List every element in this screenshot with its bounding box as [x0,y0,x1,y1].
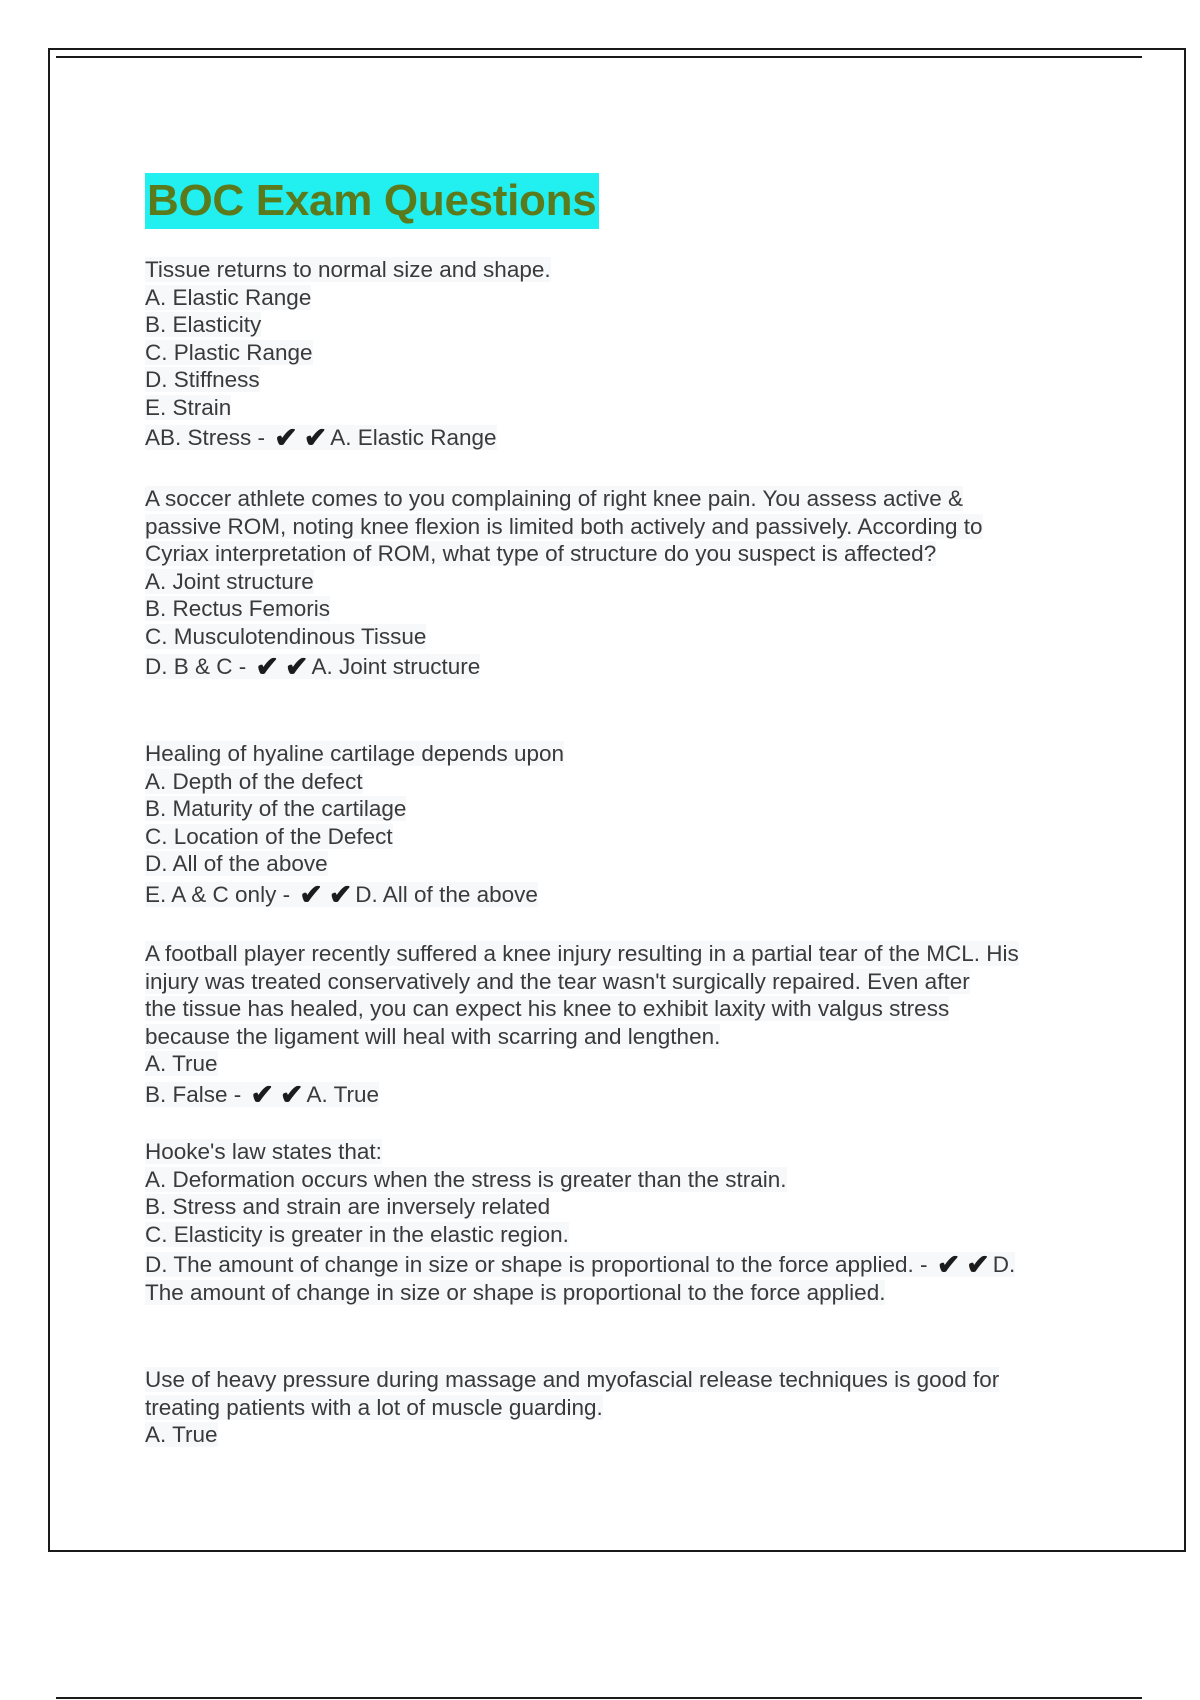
checkmark-icon: ✔ [299,878,323,910]
top-rule [56,56,1142,58]
answer-line [145,424,1095,452]
answer-text: A. Elastic Range [330,425,497,450]
question-block [145,940,1095,1108]
question-text: because the ligament will heal with scarring and lengthen. [145,1023,721,1049]
option-line: C. Plastic Range [145,339,313,365]
checkmark-icon: ✔ [280,1078,304,1110]
option-line: A. Joint structure [145,568,314,594]
question-text: Cyriax interpretation of ROM, what type of structure do you suspect is affected? [145,541,937,566]
question-block [145,1138,1095,1306]
answer-line [145,1251,1095,1279]
bottom-rule [56,1697,1142,1699]
checkmark-icon: ✔ [936,1249,961,1280]
answer-continued: The amount of change in size or shape is proportional to the force applied. [145,1279,886,1305]
option-line: A. Deformation occurs when the stress is greater than the strain. [145,1166,787,1192]
option-line: D. Stiffness [145,367,260,392]
question-block [145,256,1095,452]
checkmark-icon: ✔ [303,422,328,453]
option-line: A. True [145,1422,218,1447]
question-text: Healing of hyaline cartilage depends upon [145,741,565,766]
question-text: treating patients with a lot of muscle guarding. [145,1394,603,1420]
answer-text: D. All of the above [355,881,538,907]
question-text: passive ROM, noting knee flexion is limited both actively and passively. According to [145,513,983,539]
document-title: BOC Exam Questions [145,173,599,229]
checkmark-icon: ✔ [274,422,298,453]
option-line: B. Stress and strain are inversely related [145,1194,551,1219]
question-text: A soccer athlete comes to you complaining of right knee pain. You assess active & [145,486,963,511]
last-option: B. False - [145,1081,242,1107]
option-line: E. Strain [145,394,232,420]
checkmark-icon: ✔ [966,1249,990,1280]
checkmark-icon: ✔ [250,1078,275,1110]
question-text: Use of heavy pressure during massage and myofascial release techniques is good for [145,1367,1000,1392]
option-line: C. Musculotendinous Tissue [145,623,427,649]
option-line: A. True [145,1051,218,1076]
answer-line [145,1078,1095,1110]
question-block [145,740,1095,908]
question-text: Tissue returns to normal size and shape. [145,257,551,282]
option-line: C. Elasticity is greater in the elastic region. [145,1221,569,1247]
option-line: A. Depth of the defect [145,768,363,794]
option-line: D. All of the above [145,851,328,876]
option-line: B. Elasticity [145,312,262,337]
option-line: B. Rectus Femoris [145,596,331,621]
answer-text: D. [992,1252,1016,1277]
question-text: Hooke's law states that: [145,1139,382,1164]
answer-text: A. Joint structure [311,654,481,679]
question-block [145,485,1095,681]
checkmark-icon: ✔ [285,651,309,682]
last-option: AB. Stress - [145,425,266,450]
question-block [145,1366,1095,1449]
option-line: C. Location of the Defect [145,823,393,849]
checkmark-icon: ✔ [328,878,353,910]
option-line: B. Maturity of the cartilage [145,796,407,821]
question-text: injury was treated conservatively and the tear wasn't surgically repaired. Even after [145,968,970,994]
question-text: A football player recently suffered a knee injury resulting in a partial tear of the MCL. His [145,941,1019,966]
question-text: the tissue has healed, you can expect his knee to exhibit laxity with valgus stress [145,996,950,1021]
answer-text: A. True [306,1081,380,1107]
last-option: D. The amount of change in size or shape is proportional to the force applied. - [145,1252,928,1277]
answer-line [145,878,1095,910]
last-option: E. A & C only - [145,881,291,907]
checkmark-icon: ✔ [255,651,279,682]
last-option: D. B & C - [145,654,247,679]
option-line: A. Elastic Range [145,284,312,310]
answer-line [145,653,1095,681]
